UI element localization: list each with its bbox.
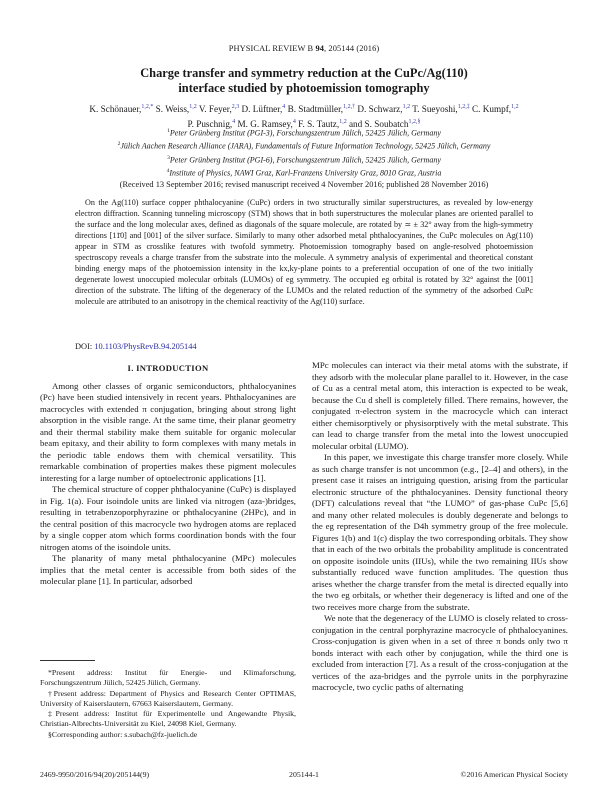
affiliation-text: Jülich Aachen Research Alliance (JARA), Fundamentals of Future Information Technology, 52425 Jülich, Germany <box>120 142 491 152</box>
affiliation <box>40 153 568 166</box>
author: T. Sueyoshi, <box>412 104 458 115</box>
footnotes <box>40 668 296 740</box>
left-column <box>40 363 296 588</box>
footnote: *Present address: Institut für Energie- und Klimaforschung, Forschungszentrum Jülich, 52425 Jülich, Germany. <box>40 668 296 688</box>
affiliation-number: 4 <box>166 168 170 175</box>
journal-article-info: , 205144 (2016) <box>324 44 380 53</box>
affiliation-text: Peter Grünberg Institut (PGI-6), Forschungszentrum Jülich, 52425 Jülich, Germany <box>169 155 441 165</box>
paragraph: In this paper, we investigate this charge transfer more closely. While as such charge transfer is not uncommon (e.g., [2–4] and others), in the present case it raises an intriguing question, arising from the particular electronic structure of the phthalocyanines. Density functional theory (DFT) calculations reveal that “the LUMO” of gas-phase CuPc [5,6] and many other related molecules is doubly degenerate and belongs to the eg representation of the D4h symmetry group of the free molecule. Figures 1(b) and 1(c) display the two corresponding orbitals. They show that in each of the two orbitals the probability amplitude is concentrated on opposite isoindole units (IIUs), while the two remaining IIUs show substantially reduced wave function amplitudes. The question thus arises whether the charge transfer from the metal is directed equally into the two eg orbitals, or whether their degeneracy is lifted and one of the two receives more charge from the substrate. <box>312 452 568 612</box>
author-affiliation-ref[interactable]: 1,2,§ <box>408 118 421 125</box>
author-affiliation-ref[interactable]: 1,2,† <box>343 104 356 110</box>
paragraph: Among other classes of organic semiconductors, phthalocyanines (Pc) have been studied intensively in recent years. Phthalocyanines are macrocycles with extended π conjugation, bringing about strong light absorption in the visible range. At the same time, their planar geometry and their thermal stability make them suitable for organic molecular beam epitaxy, and their ability to form complexes with many metals in the periodic table endows them with chemical versatility. This remarkable combination of properties makes these pigment molecules interesting for a large number of optoelectronic applications [1]. <box>40 380 296 483</box>
abstract: On the Ag(110) surface copper phthalocyanine (CuPc) orders in two structurally similar superstructures, as revealed by low-energy electron diffraction. Scanning tunneling microscopy (STM) shows that in both superstructures the molecular planes are oriented parallel to the surface and the long molecular axes, defined as diagonals of the square molecule, are rotated by ≃ ± 32° away from the high-symmetry directions [11̄0] and [001] of the silver surface. Similarly to many other adsorbed metal phthalocyanines, the CuPc molecules on Ag(110) appear in STM as crosslike features with twofold symmetry. Photoemission tomography based on angle-resolved photoemission spectroscopy reveals a charge transfer from the substrate into the molecule. A symmetry analysis of experimental and theoretical constant binding energy maps of the photoemission intensity in the kx,ky-plane points to a preferential occupation of one of the two initially degenerate lowest unoccupied molecular orbitals (LUMOs) of eg symmetry. The occupied eg orbital is rotated by 32° against the [001] direction of the substrate. The lifting of the degeneracy of the LUMOs and the related reduction of the symmetry of the adsorbed CuPc molecule are attributed to an anisotropy in the chemical reactivity of the Ag(110) surface. <box>75 198 533 307</box>
footer-issn: 2469-9950/2016/94(20)/205144(9) <box>40 770 150 779</box>
author-affiliation-ref[interactable]: 1,2 <box>339 118 347 125</box>
paragraph: The planarity of many metal phthalocyanine (MPc) molecules implies that the metal center is accessible from both sides of the molecular plane [1]. In particular, adsorbed <box>40 553 296 586</box>
author: S. Weiss, <box>155 104 190 115</box>
affiliation-number: 1 <box>167 128 170 134</box>
paragraph: We note that the degeneracy of the LUMO is closely related to cross-conjugation in the central porphyrazine macrocycle of phthalocyanines. Cross-conjugation is given when in a set of three π bonds only two π bonds interact with each other by conjugation, while the third one is excluded from interaction [7]. As a result of the cross-conjugation at the vertices of the aza-bridges and the pyrrole units in the porphyrazine macrocycle, two cyclic paths of alternating <box>312 613 568 692</box>
author-affiliation-ref[interactable]: 2,3 <box>231 104 240 110</box>
paper-title <box>0 66 608 96</box>
author-affiliation-ref[interactable]: 1,2,* <box>141 104 154 110</box>
affiliation-number: 2 <box>117 141 121 148</box>
author: B. Stadtmüller, <box>287 104 344 115</box>
journal-header <box>0 44 608 53</box>
doi-line <box>75 342 197 351</box>
affiliation <box>40 166 568 179</box>
author: C. Kumpf, <box>472 104 512 115</box>
author-affiliation-ref[interactable]: 1,2 <box>511 104 519 110</box>
author-affiliation-ref[interactable]: 1,2 <box>189 104 197 110</box>
journal-volume: 94 <box>315 44 325 53</box>
footnote: †Present address: Department of Physics and Research Center OPTIMAS, University of Kaiserslautern, 67663 Kaiserslautern, Germany. <box>40 688 296 708</box>
author: M. G. Ramsey, <box>237 118 293 129</box>
section-heading: I. INTRODUCTION <box>127 363 209 373</box>
footnote: §Corresponding author: s.subach@fz-juelich.de <box>48 729 198 739</box>
footer-copyright: ©2016 American Physical Society <box>460 770 568 779</box>
footer-page-number: 205144-1 <box>289 770 319 779</box>
received-dates: (Received 13 September 2016; revised manuscript received 4 November 2016; published 28 November 2016) <box>119 180 489 189</box>
author: P. Puschnig, <box>187 118 233 129</box>
affiliation-text: Institute of Physics, NAWI Graz, Karl-Franzens University Graz, 8010 Graz, Austria <box>169 169 442 179</box>
affiliation-number: 3 <box>167 154 170 161</box>
author: D. Schwarz, <box>357 104 403 115</box>
journal-name: PHYSICAL REVIEW B <box>228 44 314 53</box>
affiliation-list <box>40 126 568 180</box>
affiliation <box>40 139 568 152</box>
doi-label: DOI: <box>75 342 93 351</box>
author: K. Schönauer, <box>89 104 142 115</box>
author: and S. Soubatch <box>348 118 409 129</box>
doi-link[interactable]: 10.1103/PhysRevB.94.205144 <box>94 342 197 351</box>
author-affiliation-ref[interactable]: 1,2 <box>402 104 411 110</box>
paragraph: The chemical structure of copper phthalocyanine (CuPc) is displayed in Fig. 1(a). Four isoindole units are linked via nitrogen (aza-)bridges, resulting in tetrabenzoporphyrazine or phthalocyanine (2HPc), and in the central position of this macrocycle two hydrogen atoms are replaced by a single copper atom which forms coordination bonds with the four nitrogen atoms of the isoindole units. <box>40 484 296 552</box>
footnote-divider <box>40 660 95 661</box>
author: D. Lüftner, <box>241 104 283 115</box>
footnote: ‡Present address: Institut für Experimentelle und Angewandte Physik, Christian-Albrechts-Universität zu Kiel, 24098 Kiel, Germany. <box>40 709 296 729</box>
author-affiliation-ref[interactable]: 4 <box>282 104 286 110</box>
affiliation <box>40 126 568 139</box>
author-affiliation-ref[interactable]: 4 <box>232 118 236 125</box>
right-column <box>312 360 568 694</box>
affiliation-text: Peter Grünberg Institut (PGI-3), Forschungszentrum Jülich, 52425 Jülich, Germany <box>169 128 441 138</box>
paragraph: MPc molecules can interact via their metal atoms with the substrate, if they adsorb with the molecular plane parallel to it. However, in the case of Cu as a central metal atom, this interaction is expected to be weak, because the Cu d shell is completely filled. There remains, however, the conjugated π-electron system in the macrocycle which can interact either chemisorptively or physisorptively with the metal substrate. This can lead to charge transfer from the metal into the lowest unoccupied molecular orbital (LUMO). <box>312 360 568 451</box>
title-line-1: Charge transfer and symmetry reduction at the CuPc/Ag(110) <box>140 66 468 80</box>
title-line-2: interface studied by photoemission tomography <box>178 81 430 95</box>
author-affiliation-ref[interactable]: 4 <box>292 118 296 125</box>
author: V. Feyer, <box>198 104 232 115</box>
author: F. S. Tautz, <box>298 118 340 129</box>
author-affiliation-ref[interactable]: 1,2,‡ <box>457 104 470 110</box>
